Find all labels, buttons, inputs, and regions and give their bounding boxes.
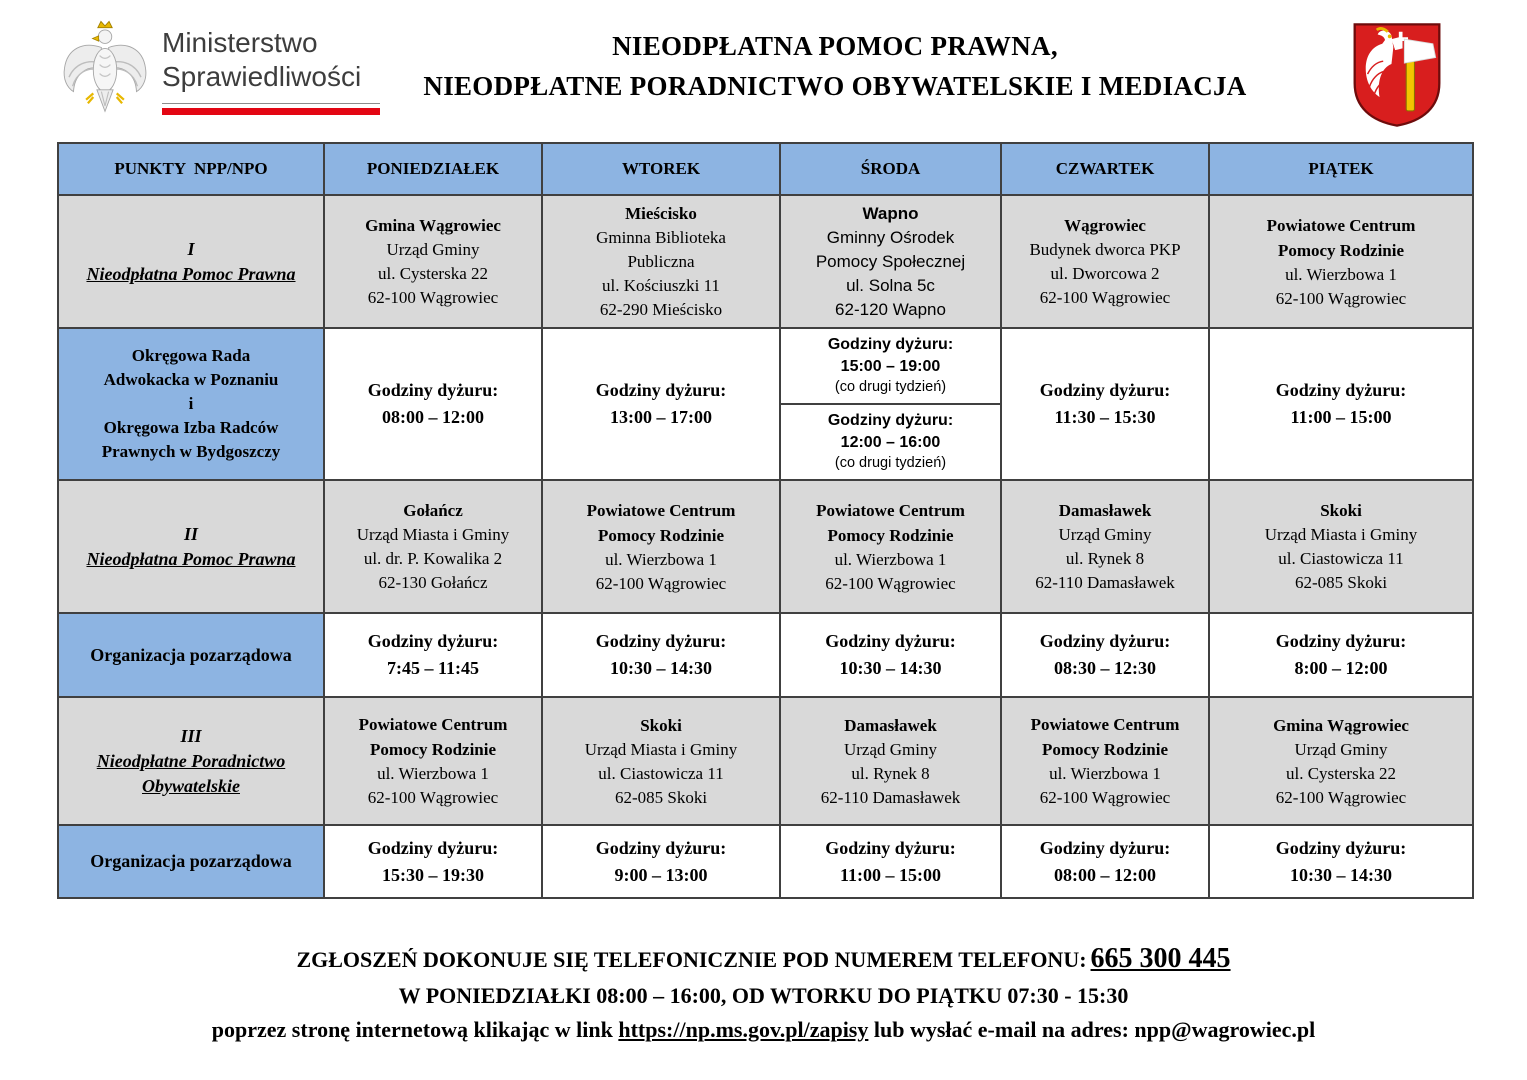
cell-hours-point1-wednesday — [780, 328, 1001, 480]
location-name: Pomocy Rodzinie — [827, 525, 954, 545]
location-name: Pomocy Rodzinie — [1277, 240, 1405, 260]
cell-hours-point2-thursday — [1001, 613, 1209, 697]
cell-point1-thursday — [1001, 195, 1209, 328]
point-title: Nieodpłatne Poradnictwo — [96, 750, 286, 771]
org-line: Okręgowa Rada — [131, 346, 251, 365]
location-name: Mieścisko — [625, 204, 697, 223]
point-title: Nieodpłatna Pomoc Prawna — [86, 263, 296, 284]
phone-number: 665 300 445 — [1090, 943, 1231, 974]
footer-web-prefix: poprzez stronę internetową klikając w link — [211, 1017, 619, 1042]
location-line: ul. Rynek 8 — [851, 763, 930, 783]
column-header-friday: PIĄTEK — [1209, 143, 1473, 195]
location-line: Publiczna — [627, 252, 695, 271]
hours-heading: Godziny dyżuru: — [1039, 380, 1171, 400]
table-row-point3-hours — [58, 825, 1473, 898]
hours-heading: Godziny dyżuru: — [367, 837, 499, 858]
location-line: ul. Cysterska 22 — [1285, 763, 1397, 783]
cell-point2-tuesday — [542, 480, 780, 613]
row-label-bar-association — [58, 328, 324, 480]
ministry-name-line2: Sprawiedliwości — [162, 60, 362, 92]
hours-time: 12:00 – 16:00 — [840, 434, 941, 451]
cell-hours-point2-friday — [1209, 613, 1473, 697]
location-line: ul. Wierzbowa 1 — [605, 549, 717, 569]
hours-heading: Godziny dyżuru: — [825, 837, 956, 858]
page-title — [390, 26, 1280, 106]
registration-link[interactable]: https://np.ms.gov.pl/zapisy — [618, 1017, 869, 1042]
location-line: ul. dr. P. Kowalika 2 — [363, 549, 503, 568]
footer-hours-line: W PONIEDZIAŁKI 08:00 – 16:00, OD WTORKU DO PIĄTKU 07:30 - 15:30 — [398, 983, 1129, 1008]
location-line: 62-100 Wągrowiec — [1039, 288, 1171, 307]
header-row — [58, 143, 1473, 195]
location-line: 62-100 Wągrowiec — [367, 788, 499, 807]
cell-point3-wednesday — [780, 697, 1001, 825]
org-label: Organizacja pozarządowa — [90, 851, 292, 871]
location-line: ul. Kościuszki 11 — [602, 276, 720, 295]
location-line: Urząd Gminy — [1058, 525, 1152, 544]
location-line: Urząd Gminy — [1294, 739, 1388, 759]
point-title: Obywatelskie — [142, 775, 240, 796]
location-line: ul. Rynek 8 — [1065, 549, 1145, 568]
column-header-monday: PONIEDZIAŁEK — [324, 143, 542, 195]
org-line: Okręgowa Izba Radców — [103, 418, 279, 437]
column-header-thursday: CZWARTEK — [1001, 143, 1209, 195]
cell-hours-point1-monday — [324, 328, 542, 480]
hours-time: 15:30 – 19:30 — [382, 864, 484, 885]
location-line: 62-120 Wapno — [835, 300, 946, 319]
row-label-point3 — [58, 697, 324, 825]
hours-heading: Godziny dyżuru: — [595, 380, 727, 400]
row-label-ngo-2 — [58, 825, 324, 898]
hours-heading: Godziny dyżuru: — [367, 380, 499, 400]
location-line: ul. Ciastowicza 11 — [1278, 549, 1404, 568]
cell-hours-point1-thursday — [1001, 328, 1209, 480]
page-header — [0, 0, 1527, 142]
location-line: Budynek dworca PKP — [1029, 240, 1181, 259]
hours-subcell-bottom — [781, 405, 1000, 479]
location-name: Powiatowe Centrum — [358, 715, 508, 734]
org-label: Organizacja pozarządowa — [90, 644, 292, 665]
hours-heading: Godziny dyżuru: — [595, 631, 727, 651]
hours-heading: Godziny dyżuru: — [825, 631, 956, 651]
ministry-name — [162, 26, 380, 115]
footer-phone-line — [0, 943, 1527, 975]
cell-point1-friday — [1209, 195, 1473, 328]
location-name: Gołańcz — [403, 501, 463, 520]
location-line: Pomocy Społecznej — [815, 252, 966, 271]
location-line: 62-110 Damasławek — [1035, 573, 1175, 592]
location-name: Damasławek — [844, 715, 937, 735]
hours-time: 08:00 – 12:00 — [382, 407, 484, 427]
column-header-punkty: PUNKTY NPP/NPO — [58, 143, 324, 195]
location-line: ul. Wierzbowa 1 — [1285, 264, 1397, 284]
cell-point2-monday — [324, 480, 542, 613]
column-header-wednesday: ŚRODA — [780, 143, 1001, 195]
hours-time: 11:00 – 15:00 — [840, 864, 941, 885]
cell-hours-point2-monday — [324, 613, 542, 697]
hours-heading: Godziny dyżuru: — [1275, 380, 1407, 400]
hours-time: 08:30 – 12:30 — [1054, 658, 1156, 678]
location-line: Urząd Miasta i Gminy — [584, 739, 738, 759]
hours-note: (co drugi tydzień) — [834, 455, 947, 471]
location-line: Urząd Miasta i Gminy — [356, 525, 510, 544]
page-title-line1: NIEODPŁATNA POMOC PRAWNA, — [612, 31, 1058, 61]
location-line: 62-290 Mieścisko — [599, 300, 723, 319]
hours-heading: Godziny dyżuru: — [1039, 631, 1171, 651]
location-line: Gminna Biblioteka — [596, 228, 726, 247]
location-line: ul. Wierzbowa 1 — [1049, 764, 1161, 783]
hours-time: 08:00 – 12:00 — [1054, 864, 1156, 885]
location-line: 62-100 Wągrowiec — [1275, 787, 1407, 807]
hours-time: 9:00 – 13:00 — [614, 864, 708, 885]
cell-point1-monday — [324, 195, 542, 328]
location-name: Powiatowe Centrum — [1030, 715, 1180, 734]
cell-point3-monday — [324, 697, 542, 825]
footer — [0, 943, 1527, 1043]
hours-time: 11:30 – 15:30 — [1054, 407, 1156, 427]
location-line: 62-100 Wągrowiec — [595, 573, 727, 593]
hours-time: 10:30 – 14:30 — [839, 658, 942, 678]
cell-point3-friday — [1209, 697, 1473, 825]
location-line: 62-085 Skoki — [614, 787, 708, 807]
cell-point1-tuesday — [542, 195, 780, 328]
cell-hours-point3-thursday — [1001, 825, 1209, 898]
cell-point2-wednesday — [780, 480, 1001, 613]
hours-heading: Godziny dyżuru: — [827, 336, 954, 353]
location-name: Skoki — [1320, 501, 1362, 520]
org-line: Prawnych w Bydgoszczy — [101, 442, 281, 461]
hours-time: 11:00 – 15:00 — [1290, 407, 1392, 427]
hours-time: 7:45 – 11:45 — [387, 658, 479, 678]
table-row-point2-locations — [58, 480, 1473, 613]
ministry-logo — [60, 12, 380, 128]
hours-heading: Godziny dyżuru: — [827, 412, 954, 429]
cell-hours-point1-friday — [1209, 328, 1473, 480]
org-line: Adwokacka w Poznaniu — [103, 370, 279, 389]
cell-point3-tuesday — [542, 697, 780, 825]
cell-hours-point1-tuesday — [542, 328, 780, 480]
location-name: Pomocy Rodzinie — [369, 740, 497, 759]
location-name: Wągrowiec — [1064, 216, 1146, 235]
location-line: 62-100 Wągrowiec — [367, 288, 499, 307]
location-line: 62-085 Skoki — [1294, 573, 1388, 592]
location-name: Skoki — [640, 715, 682, 735]
hours-heading: Godziny dyżuru: — [1039, 837, 1171, 858]
hours-time: 10:30 – 14:30 — [610, 658, 712, 678]
page-title-line2: NIEODPŁATNE PORADNICTWO OBYWATELSKIE I MEDIACJA — [423, 71, 1247, 101]
table-row-point1-locations — [58, 195, 1473, 328]
cell-point2-thursday — [1001, 480, 1209, 613]
row-label-point1 — [58, 195, 324, 328]
hours-heading: Godziny dyżuru: — [1275, 837, 1407, 858]
location-line: 62-110 Damasławek — [820, 787, 961, 807]
location-line: 62-100 Wągrowiec — [1039, 788, 1171, 807]
location-name: Gmina Wągrowiec — [1273, 715, 1409, 735]
point-number: II — [183, 523, 198, 544]
cell-point1-wednesday — [780, 195, 1001, 328]
ministry-logo-rule — [162, 103, 380, 115]
location-line: ul. Dworcowa 2 — [1050, 264, 1160, 283]
location-name: Powiatowe Centrum — [816, 500, 965, 520]
polish-eagle-icon — [60, 12, 150, 128]
location-name: Powiatowe Centrum — [1266, 215, 1416, 235]
hours-time: 13:00 – 17:00 — [610, 407, 712, 427]
location-line: ul. Ciastowicza 11 — [598, 763, 724, 783]
table-row-point3-locations — [58, 697, 1473, 825]
location-name: Pomocy Rodzinie — [597, 525, 725, 545]
cell-hours-point3-wednesday — [780, 825, 1001, 898]
location-line: 62-100 Wągrowiec — [1275, 288, 1407, 308]
hours-time: 8:00 – 12:00 — [1294, 658, 1388, 678]
cell-hours-point2-wednesday — [780, 613, 1001, 697]
hours-heading: Godziny dyżuru: — [1275, 631, 1407, 651]
point-number: I — [187, 238, 195, 259]
hours-time: 15:00 – 19:00 — [840, 358, 941, 375]
cell-hours-point3-friday — [1209, 825, 1473, 898]
location-line: Urząd Gminy — [386, 240, 480, 259]
hours-time: 10:30 – 14:30 — [1290, 864, 1392, 885]
location-name: Damasławek — [1058, 501, 1152, 520]
location-line: ul. Wierzbowa 1 — [834, 549, 947, 569]
location-line: Urząd Gminy — [843, 739, 937, 759]
location-name: Wapno — [862, 204, 919, 223]
cell-point3-thursday — [1001, 697, 1209, 825]
table-row-point1-hours — [58, 328, 1473, 480]
hours-note: (co drugi tydzień) — [834, 379, 947, 395]
hours-heading: Godziny dyżuru: — [595, 837, 727, 858]
schedule-table — [57, 142, 1474, 899]
hours-heading: Godziny dyżuru: — [367, 631, 499, 651]
hours-subcell-top — [781, 329, 1000, 405]
location-line: ul. Solna 5c — [846, 276, 935, 295]
table-row-point2-hours — [58, 613, 1473, 697]
row-label-point2 — [58, 480, 324, 613]
point-title: Nieodpłatna Pomoc Prawna — [86, 548, 296, 569]
location-line: Gminny Ośrodek — [826, 228, 955, 247]
org-line: i — [188, 394, 194, 413]
location-line: ul. Wierzbowa 1 — [377, 764, 489, 783]
cell-hours-point3-monday — [324, 825, 542, 898]
wagrowiec-county-crest-icon — [1351, 16, 1443, 134]
location-name: Gmina Wągrowiec — [365, 216, 501, 235]
row-label-ngo — [58, 613, 324, 697]
location-line: Urząd Miasta i Gminy — [1264, 525, 1418, 544]
cell-point2-friday — [1209, 480, 1473, 613]
cell-hours-point2-tuesday — [542, 613, 780, 697]
location-line: 62-130 Gołańcz — [378, 573, 488, 592]
location-line: 62-100 Wągrowiec — [825, 573, 956, 593]
location-name: Pomocy Rodzinie — [1041, 740, 1169, 759]
cell-hours-point3-tuesday — [542, 825, 780, 898]
footer-web-suffix: lub wysłać e-mail na adres: npp@wagrowiec.pl — [868, 1017, 1316, 1042]
location-name: Powiatowe Centrum — [586, 500, 736, 520]
ministry-name-line1: Ministerstwo — [162, 26, 318, 58]
footer-web-line — [0, 1017, 1527, 1043]
point-number: III — [180, 725, 202, 746]
footer-phone-text: ZGŁOSZEŃ DOKONUJE SIĘ TELEFONICZNIE POD NUMEREM TELEFONU: — [296, 947, 1087, 972]
location-line: ul. Cysterska 22 — [377, 264, 489, 283]
column-header-tuesday: WTOREK — [542, 143, 780, 195]
